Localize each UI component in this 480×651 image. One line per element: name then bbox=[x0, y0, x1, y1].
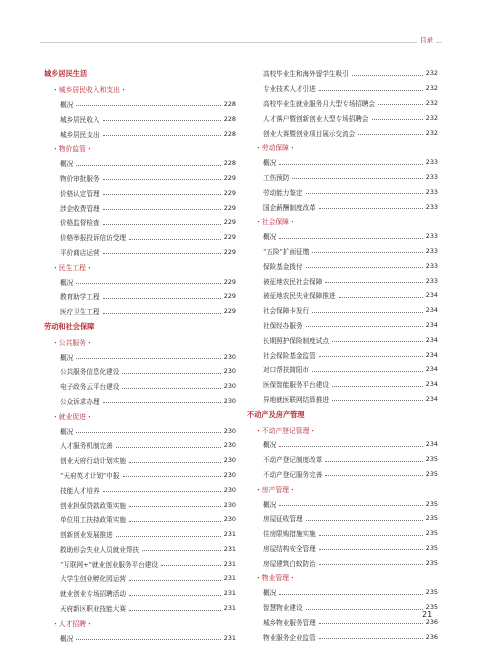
dot-leader bbox=[142, 550, 221, 551]
toc-entry[interactable] bbox=[44, 438, 236, 453]
toc-entry-title: 物价审批服务 bbox=[60, 174, 100, 183]
toc-entry-title: 救助形会失业人员就业帮扶 bbox=[60, 545, 140, 554]
dot-leader bbox=[325, 461, 422, 462]
toc-entry-page: 231 bbox=[223, 574, 236, 583]
dot-leader bbox=[76, 639, 221, 640]
dot-leader bbox=[319, 535, 423, 536]
dot-leader bbox=[123, 476, 221, 477]
toc-entry[interactable] bbox=[247, 347, 438, 362]
toc-entry-page: 232 bbox=[425, 84, 438, 93]
toc-entry[interactable] bbox=[44, 304, 236, 319]
dot-leader bbox=[306, 609, 423, 610]
toc-entry-title: 医疗卫生工程 bbox=[60, 308, 100, 317]
toc-entry-page: 234 bbox=[425, 350, 438, 359]
toc-entry[interactable] bbox=[44, 512, 236, 527]
dot-leader bbox=[103, 402, 221, 403]
toc-entry-title: 房屋结构安全管理 bbox=[263, 544, 316, 553]
toc-entry[interactable] bbox=[247, 541, 438, 556]
toc-entry[interactable] bbox=[44, 601, 236, 616]
dot-leader bbox=[339, 297, 423, 298]
toc-entry[interactable] bbox=[44, 394, 236, 409]
dot-leader bbox=[352, 75, 423, 76]
toc-entry-title: 智慧物业建设 bbox=[263, 604, 303, 613]
toc-entry-title: 价格认定管理 bbox=[60, 189, 100, 198]
toc-entry-page: 234 bbox=[425, 335, 438, 344]
toc-entry-page: 235 bbox=[425, 499, 438, 508]
toc-entry-page: 230 bbox=[223, 382, 236, 391]
toc-entry-title: 价格举报投诉信访受理 bbox=[60, 234, 126, 243]
toc-entry-page: 234 bbox=[425, 440, 438, 449]
toc-entry-page: 236 bbox=[425, 632, 438, 641]
toc-entry-page: 231 bbox=[223, 559, 236, 568]
dot-leader bbox=[103, 194, 221, 195]
toc-entry-page: 234 bbox=[425, 306, 438, 315]
toc-entry[interactable] bbox=[44, 215, 236, 230]
toc-entry-title: 概况 bbox=[263, 233, 277, 242]
toc-entry-page: 233 bbox=[425, 158, 438, 167]
toc-entry-title: 城乡居民收入 bbox=[60, 115, 100, 124]
toc-entry-title: 单位用工扶持政策实施 bbox=[60, 516, 126, 525]
toc-entry-page: 234 bbox=[425, 394, 438, 403]
toc-entry[interactable] bbox=[44, 171, 236, 186]
section-heading: 城乡居民生活 bbox=[44, 69, 88, 79]
dot-leader bbox=[103, 209, 221, 210]
toc-entry[interactable] bbox=[44, 289, 236, 304]
dot-leader bbox=[103, 313, 221, 314]
toc-entry[interactable] bbox=[247, 614, 438, 629]
toc-entry[interactable] bbox=[44, 571, 236, 586]
dot-leader bbox=[319, 564, 423, 565]
toc-entry-title: 房屋征收管理 bbox=[263, 515, 303, 524]
dot-leader bbox=[292, 178, 422, 179]
toc-entry[interactable] bbox=[247, 81, 438, 96]
subsection-heading: ・物价监管・ bbox=[52, 145, 93, 154]
subsection-heading: ・城乡居民收入和支出・ bbox=[52, 86, 127, 95]
toc-entry[interactable] bbox=[247, 170, 438, 185]
dot-leader bbox=[279, 238, 423, 239]
toc-entry-page: 235 bbox=[425, 588, 438, 597]
toc-entry-title: 长期照护保险制度试点 bbox=[263, 336, 329, 345]
dot-leader bbox=[325, 475, 422, 476]
dot-leader bbox=[76, 432, 221, 433]
toc-entry-page: 229 bbox=[223, 247, 236, 256]
dot-leader bbox=[116, 447, 221, 448]
subsection-heading: ・公共服务・ bbox=[52, 338, 93, 347]
toc-entry-title: 被征地农民社会保障 bbox=[263, 277, 323, 286]
toc-entry-title: 社会保障卡发行 bbox=[263, 307, 310, 316]
toc-entry-page: 230 bbox=[223, 515, 236, 524]
dot-leader bbox=[332, 341, 423, 342]
toc-entry-page: 235 bbox=[425, 543, 438, 552]
toc-entry-title: 不动产登记服务完善 bbox=[263, 470, 323, 479]
toc-entry-page: 233 bbox=[425, 232, 438, 241]
toc-entry-title: 概况 bbox=[263, 589, 277, 598]
toc-entry-page: 229 bbox=[223, 173, 236, 182]
toc-entry[interactable] bbox=[247, 199, 438, 214]
toc-entry-title: 概况 bbox=[263, 500, 277, 509]
toc-entry[interactable] bbox=[44, 156, 236, 171]
dot-leader bbox=[103, 179, 221, 180]
toc-entry-page: 233 bbox=[425, 172, 438, 181]
subsection-heading: ・不动产登记管理・ bbox=[255, 426, 317, 435]
toc-entry-title: 城乡居民支出 bbox=[60, 130, 100, 139]
toc-entry[interactable] bbox=[247, 362, 438, 377]
toc-entry-page: 235 bbox=[425, 603, 438, 612]
toc-entry-title: 专业技术人才引进 bbox=[263, 85, 316, 94]
toc-entry[interactable] bbox=[247, 392, 438, 407]
toc-entry-title: “五险”扩面征缴 bbox=[263, 247, 310, 256]
toc-entry[interactable] bbox=[247, 452, 438, 467]
dot-leader bbox=[306, 326, 423, 327]
toc-entry-title: 创新创业发展推进 bbox=[60, 531, 113, 540]
dot-leader bbox=[319, 623, 423, 624]
toc-entry[interactable] bbox=[44, 349, 236, 364]
toc-entry-title: 国企薪酬制度改革 bbox=[263, 203, 316, 212]
dot-leader bbox=[319, 356, 423, 357]
toc-entry-title: 公共服务信息化建设 bbox=[60, 368, 120, 377]
dot-leader bbox=[279, 594, 423, 595]
toc-entry-title: 涉企收费管理 bbox=[60, 204, 100, 213]
subsection-heading: ・民生工程・ bbox=[52, 263, 93, 272]
toc-entry-title: 人才落户暨创新创业大型专场招聘会 bbox=[263, 114, 369, 123]
dot-leader bbox=[279, 164, 423, 165]
toc-entry[interactable] bbox=[247, 110, 438, 125]
toc-entry-title: 不动产登记制度改革 bbox=[263, 456, 323, 465]
toc-entry-page: 232 bbox=[425, 113, 438, 122]
toc-entry-title: 社保经办服务 bbox=[263, 321, 303, 330]
dot-leader bbox=[325, 282, 422, 283]
toc-entry-title: 物业服务企业监管 bbox=[263, 633, 316, 642]
dot-leader bbox=[103, 253, 221, 254]
dot-leader bbox=[306, 520, 423, 521]
toc-entry-page: 230 bbox=[223, 352, 236, 361]
subsection-heading: ・就业促进・ bbox=[52, 412, 93, 421]
page-number: 21 bbox=[422, 610, 433, 619]
toc-entry-title: 高校毕业生就业服务月大型专场招聘会 bbox=[263, 99, 376, 108]
toc-entry-title: 概况 bbox=[263, 441, 277, 450]
toc-entry-page: 230 bbox=[223, 470, 236, 479]
toc-entry-page: 233 bbox=[425, 202, 438, 211]
toc-entry-title: 教育助学工程 bbox=[60, 293, 100, 302]
toc-entry-page: 228 bbox=[223, 159, 236, 168]
dot-leader bbox=[122, 388, 220, 389]
toc-entry-page: 232 bbox=[425, 98, 438, 107]
toc-entry-page: 231 bbox=[223, 544, 236, 553]
dot-leader bbox=[129, 595, 221, 596]
dot-leader bbox=[279, 505, 423, 506]
dot-leader bbox=[332, 400, 423, 401]
toc-entry-title: 概况 bbox=[60, 634, 74, 643]
toc-entry-page: 231 bbox=[223, 589, 236, 598]
toc-entry-title: 住房限购措施实施 bbox=[263, 530, 316, 539]
toc-entry[interactable] bbox=[247, 66, 438, 81]
toc-entry-title: 对口帮扶简阳市 bbox=[263, 366, 310, 375]
toc-entry[interactable] bbox=[44, 126, 236, 141]
subsection-heading: ・房产管理・ bbox=[255, 485, 296, 494]
toc-entry[interactable] bbox=[44, 542, 236, 557]
dot-leader bbox=[319, 90, 423, 91]
toc-entry[interactable] bbox=[247, 184, 438, 199]
toc-entry-title: 医保智能服务平台建设 bbox=[263, 381, 329, 390]
section-heading: 不动产及房产管理 bbox=[247, 409, 305, 419]
toc-entry-title: 高校毕业生和海外留学生吸引 bbox=[263, 70, 349, 79]
toc-entry[interactable] bbox=[44, 497, 236, 512]
toc-entry-page: 230 bbox=[223, 456, 236, 465]
toc-entry-page: 235 bbox=[425, 455, 438, 464]
toc-entry-title: 人才服务机制完善 bbox=[60, 442, 113, 451]
toc-entry[interactable] bbox=[247, 526, 438, 541]
toc-entry[interactable] bbox=[247, 229, 438, 244]
toc-entry[interactable] bbox=[44, 453, 236, 468]
toc-entry-title: 社会保险基金监管 bbox=[263, 351, 316, 360]
toc-entry[interactable] bbox=[247, 155, 438, 170]
dot-leader bbox=[103, 491, 221, 492]
toc-entry[interactable] bbox=[44, 468, 236, 483]
toc-entry[interactable] bbox=[247, 467, 438, 482]
dot-leader bbox=[319, 208, 423, 209]
toc-entry-page: 228 bbox=[223, 114, 236, 123]
toc-entry[interactable] bbox=[247, 258, 438, 273]
dot-leader bbox=[161, 565, 221, 566]
toc-entry-title: 就业创业专场招聘活动 bbox=[60, 590, 126, 599]
toc-entry-page: 229 bbox=[223, 292, 236, 301]
toc-entry-page: 229 bbox=[223, 203, 236, 212]
dot-leader bbox=[378, 104, 423, 105]
dot-leader bbox=[372, 119, 423, 120]
toc-entry-title: 异地就医联网结算推进 bbox=[263, 395, 329, 404]
toc-entry[interactable] bbox=[247, 496, 438, 511]
toc-entry-page: 229 bbox=[223, 307, 236, 316]
dot-leader bbox=[319, 549, 423, 550]
toc-entry-page: 232 bbox=[425, 69, 438, 78]
toc-entry-page: 234 bbox=[425, 291, 438, 300]
toc-entry-title: “互联网+”就业创业服务平台建设 bbox=[60, 560, 158, 569]
toc-entry-title: 平价商店运营 bbox=[60, 248, 100, 257]
toc-entry-page: 233 bbox=[425, 261, 438, 270]
toc-entry-title: 保险基金拨付 bbox=[263, 262, 303, 271]
toc-entry[interactable] bbox=[44, 97, 236, 112]
toc-entry-title: 技能人才培养 bbox=[60, 486, 100, 495]
toc-entry-title: 概况 bbox=[60, 100, 74, 109]
dot-leader bbox=[76, 105, 221, 106]
toc-entry-page: 230 bbox=[223, 441, 236, 450]
toc-entry[interactable] bbox=[247, 555, 438, 570]
toc-entry-page: 235 bbox=[425, 469, 438, 478]
toc-entry[interactable] bbox=[44, 274, 236, 289]
toc-entry[interactable] bbox=[247, 244, 438, 259]
toc-entry-page: 229 bbox=[223, 218, 236, 227]
toc-entry[interactable] bbox=[247, 629, 438, 644]
dot-leader bbox=[76, 358, 221, 359]
toc-entry-page: 230 bbox=[223, 485, 236, 494]
dot-leader bbox=[306, 267, 423, 268]
toc-entry[interactable] bbox=[44, 556, 236, 571]
toc-entry-page: 232 bbox=[425, 128, 438, 137]
toc-entry[interactable] bbox=[44, 364, 236, 379]
toc-entry-title: 劳动能力鉴定 bbox=[263, 188, 303, 197]
toc-entry[interactable] bbox=[44, 185, 236, 200]
dot-leader bbox=[103, 120, 221, 121]
toc-entry-page: 233 bbox=[425, 246, 438, 255]
dot-leader bbox=[116, 536, 221, 537]
dot-leader bbox=[129, 610, 221, 611]
toc-entry[interactable] bbox=[44, 630, 236, 645]
toc-entry-page: 233 bbox=[425, 187, 438, 196]
toc-entry[interactable] bbox=[247, 96, 438, 111]
toc-entry-page: 235 bbox=[425, 529, 438, 538]
toc-entry-title: 创业大赛暨创业项目展示交流会 bbox=[263, 129, 356, 138]
dot-leader bbox=[319, 638, 423, 639]
toc-entry[interactable] bbox=[44, 527, 236, 542]
toc-entry[interactable] bbox=[247, 332, 438, 347]
header-rule bbox=[40, 42, 442, 43]
toc-entry-title: “天府英才计划”申报 bbox=[60, 471, 120, 480]
header-label: 目录 bbox=[417, 35, 436, 44]
toc-entry-page: 230 bbox=[223, 396, 236, 405]
toc-entry[interactable] bbox=[44, 200, 236, 215]
toc-entry-title: 概况 bbox=[60, 278, 74, 287]
toc-entry-page: 231 bbox=[223, 604, 236, 613]
toc-entry[interactable] bbox=[44, 379, 236, 394]
toc-entry-page: 234 bbox=[425, 380, 438, 389]
dot-leader bbox=[279, 446, 423, 447]
dot-leader bbox=[332, 386, 423, 387]
toc-entry-page: 229 bbox=[223, 277, 236, 286]
toc-entry[interactable] bbox=[44, 111, 236, 126]
dot-leader bbox=[129, 239, 221, 240]
toc-entry[interactable] bbox=[44, 482, 236, 497]
toc-entry[interactable] bbox=[247, 511, 438, 526]
subsection-heading: ・物业管理・ bbox=[255, 574, 296, 583]
dot-leader bbox=[122, 373, 220, 374]
toc-entry-page: 231 bbox=[223, 530, 236, 539]
toc-entry-page: 229 bbox=[223, 233, 236, 242]
toc-entry-title: 概况 bbox=[263, 159, 277, 168]
dot-leader bbox=[306, 193, 423, 194]
toc-entry-page: 229 bbox=[223, 188, 236, 197]
toc-entry-page: 230 bbox=[223, 367, 236, 376]
section-heading: 劳动和社会保障 bbox=[44, 321, 95, 331]
toc-entry-page: 234 bbox=[425, 365, 438, 374]
toc-entry-title: 价格监督检查 bbox=[60, 219, 100, 228]
toc-entry-page: 235 bbox=[425, 514, 438, 523]
toc-entry-title: 电子政务云平台建设 bbox=[60, 383, 120, 392]
dot-leader bbox=[312, 312, 423, 313]
toc-entry-page: 236 bbox=[425, 617, 438, 626]
dot-leader bbox=[103, 298, 221, 299]
toc-entry[interactable] bbox=[247, 377, 438, 392]
toc-entry[interactable] bbox=[247, 437, 438, 452]
toc-entry[interactable] bbox=[247, 600, 438, 615]
dot-leader bbox=[76, 165, 221, 166]
dot-leader bbox=[76, 283, 221, 284]
toc-entry[interactable] bbox=[247, 288, 438, 303]
subsection-heading: ・人才招聘・ bbox=[52, 619, 93, 628]
dot-leader bbox=[129, 506, 221, 507]
subsection-heading: ・劳动保障・ bbox=[255, 144, 296, 153]
toc-right-column bbox=[247, 66, 438, 644]
toc-entry-page: 235 bbox=[425, 558, 438, 567]
toc-entry-page: 228 bbox=[223, 129, 236, 138]
dot-leader bbox=[358, 134, 422, 135]
toc-entry-page: 228 bbox=[223, 99, 236, 108]
toc-entry-page: 233 bbox=[425, 276, 438, 285]
toc-entry-title: 天府新区职业技能大赛 bbox=[60, 605, 126, 614]
toc-left-column bbox=[44, 66, 236, 645]
dot-leader bbox=[129, 580, 221, 581]
toc-entry[interactable] bbox=[247, 318, 438, 333]
toc-entry-title: 概况 bbox=[60, 427, 74, 436]
toc-entry[interactable] bbox=[44, 423, 236, 438]
toc-entry-page: 230 bbox=[223, 500, 236, 509]
toc-entry-page: 231 bbox=[223, 633, 236, 642]
toc-entry-title: 工伤预防 bbox=[263, 173, 290, 182]
toc-entry-page: 234 bbox=[425, 320, 438, 329]
dot-leader bbox=[129, 521, 221, 522]
toc-entry-title: 大学生创业孵化园运营 bbox=[60, 575, 126, 584]
toc-entry[interactable] bbox=[247, 585, 438, 600]
toc-entry[interactable] bbox=[44, 586, 236, 601]
dot-leader bbox=[103, 224, 221, 225]
toc-entry[interactable] bbox=[247, 125, 438, 140]
toc-entry-title: 概况 bbox=[60, 160, 74, 169]
dot-leader bbox=[312, 371, 423, 372]
toc-entry[interactable] bbox=[247, 303, 438, 318]
toc-entry-page: 230 bbox=[223, 426, 236, 435]
toc-entry-title: 城乡物业服务管理 bbox=[263, 618, 316, 627]
dot-leader bbox=[312, 252, 422, 253]
toc-entry[interactable] bbox=[247, 273, 438, 288]
toc-entry-title: 被征地农民失业保障推进 bbox=[263, 292, 336, 301]
toc-entry-title: 创业担保贷款政策实施 bbox=[60, 501, 126, 510]
toc-entry[interactable] bbox=[44, 245, 236, 260]
dot-leader bbox=[129, 462, 221, 463]
toc-entry-title: 房屋建筑白蚁防治 bbox=[263, 559, 316, 568]
dot-leader bbox=[103, 135, 221, 136]
toc-entry-title: 概况 bbox=[60, 353, 74, 362]
toc-entry[interactable] bbox=[44, 230, 236, 245]
toc-entry-title: 创业天府行动计划实施 bbox=[60, 457, 126, 466]
toc-entry-title: 公众诉求办理 bbox=[60, 397, 100, 406]
subsection-heading: ・社会保障・ bbox=[255, 218, 296, 227]
